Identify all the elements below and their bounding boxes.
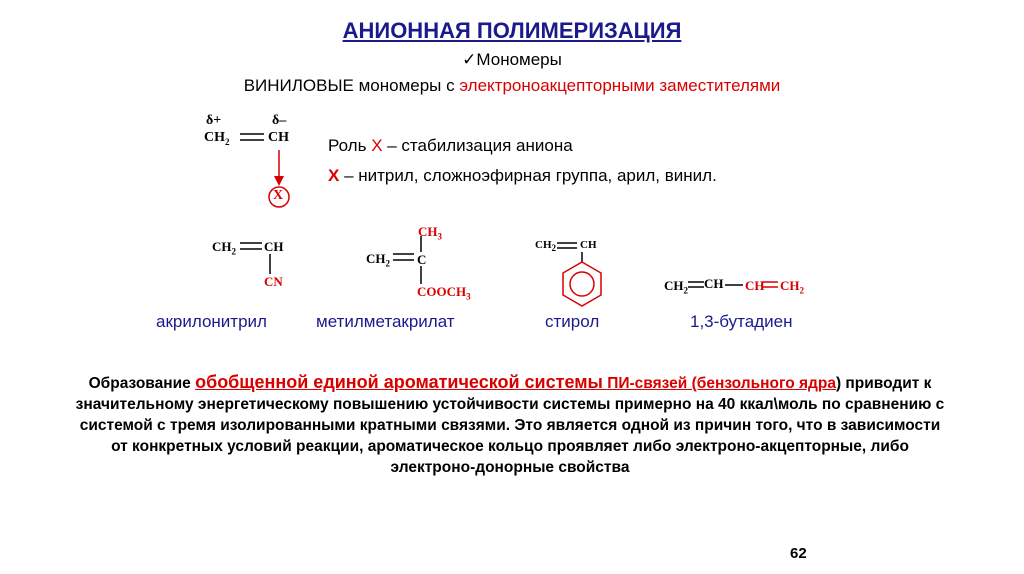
acrylonitrile-cn: CN bbox=[264, 274, 283, 289]
mma-methyl: $CH_3$ bbox=[418, 224, 442, 242]
butadiene-ch-a: CH bbox=[704, 276, 724, 291]
acrylonitrile-ch: CH bbox=[264, 239, 284, 254]
acrylonitrile-ch2: $CH_2$ bbox=[212, 239, 236, 257]
role-line: Роль X – стабилизация аниона bbox=[328, 136, 573, 155]
page-number: 62 bbox=[790, 545, 807, 562]
vinyl-prefix: ВИНИЛОВЫЕ bbox=[243, 76, 354, 95]
mma-ch2: $CH_2$ bbox=[366, 251, 390, 269]
styrene-ch2: $CH_2$ bbox=[535, 239, 556, 254]
scheme-ch: CH bbox=[268, 130, 289, 145]
name-acrylonitrile: акрилонитрил bbox=[156, 312, 267, 331]
delta-plus: δ+ bbox=[206, 113, 222, 128]
scheme-ch2: $CH_2$ bbox=[204, 130, 230, 147]
name-mma: метилметакрилат bbox=[316, 312, 455, 331]
butadiene-ch2-a: $CH_2$ bbox=[664, 278, 688, 296]
name-butadiene: 1,3-бутадиен bbox=[690, 312, 793, 331]
x-line: X – нитрил, сложноэфирная группа, арил, винил. bbox=[328, 166, 717, 185]
butadiene-ch-b: CH bbox=[745, 278, 765, 293]
mma-c: C bbox=[417, 252, 427, 267]
vinyl-highlight: электроноакцепторными заместителями bbox=[459, 76, 781, 95]
mma-ester: $COOCH_3$ bbox=[417, 284, 471, 302]
scheme-x: X bbox=[273, 188, 284, 203]
subtitle: ✓Мономеры bbox=[462, 50, 562, 69]
delta-minus: δ– bbox=[272, 113, 287, 128]
butadiene-ch2-b: $CH_2$ bbox=[780, 278, 804, 296]
vinyl-middle: мономеры с bbox=[353, 76, 460, 95]
styrene-ch: CH bbox=[580, 239, 597, 251]
explanation-paragraph: Образование обобщенной единой ароматической системы ПИ-связей (бензольного ядра) приводит к значительному энергетическому повышению устойчивости системы примерно на 40 ккал\моль по сравнению с системой с тремя изолированными кратными связями. Это является одной из причин того, что в зависимости от конкретных условий реакции, ароматическое кольцо проявляет либо электроно-акцепторные, либо электроно-донорные свойства bbox=[75, 372, 945, 476]
page-title: АНИОННАЯ ПОЛИМЕРИЗАЦИЯ bbox=[342, 18, 682, 43]
name-styrene: стирол bbox=[545, 312, 600, 331]
